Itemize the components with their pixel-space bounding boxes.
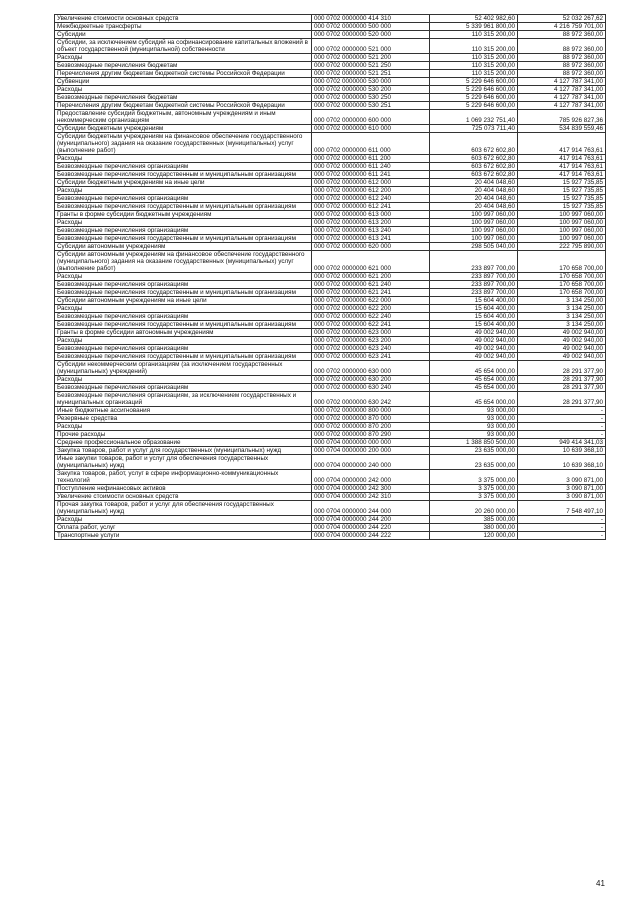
row-code: 000 0702 0000000 414 310	[312, 15, 430, 23]
row-name: Увеличение стоимости основных средств	[55, 15, 312, 23]
row-executed-amount: 49 002 940,00	[518, 353, 606, 361]
row-code: 000 0702 0000000 500 000	[312, 23, 430, 31]
row-code: 000 0702 0000000 613 240	[312, 227, 430, 235]
table-row	[55, 163, 606, 171]
row-approved-amount: 100 997 060,00	[430, 219, 518, 227]
row-approved-amount: 3 375 000,00	[430, 485, 518, 493]
row-approved-amount: 5 229 646 600,00	[430, 78, 518, 86]
row-executed-amount: 88 972 360,00	[518, 70, 606, 78]
row-code: 000 0702 0000000 600 000	[312, 110, 430, 125]
row-name: Безвозмездные перечисления организациям	[55, 384, 312, 392]
table-row	[55, 281, 606, 289]
row-code: 000 0702 0000000 622 000	[312, 297, 430, 305]
table-row	[55, 289, 606, 297]
row-name: Расходы	[55, 337, 312, 345]
row-executed-amount: 4 216 759 701,00	[518, 23, 606, 31]
table-row	[55, 345, 606, 353]
row-approved-amount: 5 229 646 600,00	[430, 86, 518, 94]
table-row	[55, 94, 606, 102]
row-code: 000 0704 0000000 244 000	[312, 501, 430, 516]
row-approved-amount: 15 604 400,00	[430, 313, 518, 321]
row-name: Предоставление субсидий бюджетным, автономным учреждениям и иным некоммерческим организациям	[55, 110, 312, 125]
row-name: Субсидии бюджетным учреждениям на иные цели	[55, 179, 312, 187]
table-row	[55, 423, 606, 431]
row-executed-amount: 3 134 250,00	[518, 313, 606, 321]
row-name: Безвозмездные перечисления государственным и муниципальным организациям	[55, 289, 312, 297]
row-name: Безвозмездные перечисления бюджетам	[55, 94, 312, 102]
table-row	[55, 493, 606, 501]
row-code: 000 0702 0000000 611 200	[312, 155, 430, 163]
table-row	[55, 15, 606, 23]
row-name: Иные бюджетные ассигнования	[55, 407, 312, 415]
row-code: 000 0702 0000000 530 250	[312, 94, 430, 102]
table-row	[55, 133, 606, 155]
row-code: 000 0702 0000000 521 200	[312, 54, 430, 62]
row-name: Безвозмездные перечисления государственным и муниципальным организациям	[55, 235, 312, 243]
table-row	[55, 485, 606, 493]
row-code: 000 0702 0000000 613 200	[312, 219, 430, 227]
row-executed-amount: -	[518, 407, 606, 415]
row-executed-amount: 49 002 940,00	[518, 337, 606, 345]
row-name: Субсидии, за исключением субсидий на софинансирование капитальных вложений в объект государственной (муниципальной) собственности	[55, 39, 312, 54]
row-code: 000 0702 0000000 621 000	[312, 251, 430, 273]
row-name: Межбюджетные трансферты	[55, 23, 312, 31]
row-executed-amount: 3 134 250,00	[518, 321, 606, 329]
row-executed-amount: 3 090 871,00	[518, 485, 606, 493]
row-name: Безвозмездные перечисления организациям	[55, 227, 312, 235]
row-approved-amount: 49 002 940,00	[430, 329, 518, 337]
row-executed-amount: 4 127 787 341,00	[518, 102, 606, 110]
row-name: Поступление нефинансовых активов	[55, 485, 312, 493]
row-code: 000 0702 0000000 870 200	[312, 423, 430, 431]
row-code: 000 0704 0000000 000 000	[312, 439, 430, 447]
table-row	[55, 243, 606, 251]
row-executed-amount: 15 927 735,85	[518, 179, 606, 187]
row-executed-amount: 534 839 559,46	[518, 125, 606, 133]
row-code: 000 0702 0000000 521 251	[312, 70, 430, 78]
row-code: 000 0702 0000000 612 241	[312, 203, 430, 211]
row-name: Прочие расходы	[55, 431, 312, 439]
row-executed-amount: 88 972 360,00	[518, 54, 606, 62]
row-approved-amount: 5 339 961 800,00	[430, 23, 518, 31]
row-approved-amount: 233 897 700,00	[430, 251, 518, 273]
row-code: 000 0704 0000000 242 310	[312, 493, 430, 501]
row-code: 000 0702 0000000 622 200	[312, 305, 430, 313]
row-approved-amount: 93 000,00	[430, 415, 518, 423]
row-name: Субсидии	[55, 31, 312, 39]
row-executed-amount: 15 927 735,85	[518, 203, 606, 211]
row-name: Прочая закупка товаров, работ и услуг для обеспечения государственных (муниципальных) нужд	[55, 501, 312, 516]
row-code: 000 0704 0000000 244 200	[312, 516, 430, 524]
row-code: 000 0702 0000000 630 240	[312, 384, 430, 392]
row-approved-amount: 49 002 940,00	[430, 337, 518, 345]
row-name: Расходы	[55, 155, 312, 163]
row-name: Расходы	[55, 54, 312, 62]
row-approved-amount: 52 402 982,60	[430, 15, 518, 23]
row-approved-amount: 93 000,00	[430, 423, 518, 431]
table-row	[55, 439, 606, 447]
row-code: 000 0704 0000000 200 000	[312, 447, 430, 455]
row-approved-amount: 49 002 940,00	[430, 353, 518, 361]
table-row	[55, 251, 606, 273]
row-approved-amount: 1 388 850 500,00	[430, 439, 518, 447]
row-code: 000 0702 0000000 623 200	[312, 337, 430, 345]
row-executed-amount: 100 997 060,00	[518, 227, 606, 235]
row-name: Безвозмездные перечисления организациям	[55, 163, 312, 171]
table-row	[55, 297, 606, 305]
row-name: Расходы	[55, 516, 312, 524]
row-approved-amount: 45 654 000,00	[430, 392, 518, 407]
table-row	[55, 329, 606, 337]
row-executed-amount: 52 032 267,62	[518, 15, 606, 23]
row-code: 000 0702 0000000 611 240	[312, 163, 430, 171]
row-approved-amount: 120 000,00	[430, 532, 518, 540]
row-approved-amount: 603 672 602,80	[430, 171, 518, 179]
row-name: Субвенции	[55, 78, 312, 86]
table-row	[55, 39, 606, 54]
row-executed-amount: 4 127 787 341,00	[518, 94, 606, 102]
row-code: 000 0702 0000000 613 000	[312, 211, 430, 219]
row-name: Субсидии бюджетным учреждениям	[55, 125, 312, 133]
row-name: Расходы	[55, 219, 312, 227]
row-approved-amount: 20 404 048,60	[430, 203, 518, 211]
row-name: Перечисления другим бюджетам бюджетной системы Российской Федерации	[55, 70, 312, 78]
row-code: 000 0702 0000000 610 000	[312, 125, 430, 133]
row-executed-amount: 49 002 940,00	[518, 345, 606, 353]
row-approved-amount: 725 073 711,40	[430, 125, 518, 133]
row-approved-amount: 15 604 400,00	[430, 297, 518, 305]
table-row	[55, 211, 606, 219]
row-code: 000 0704 0000000 242 000	[312, 470, 430, 485]
row-executed-amount: 28 291 377,90	[518, 376, 606, 384]
row-approved-amount: 15 604 400,00	[430, 321, 518, 329]
table-row	[55, 203, 606, 211]
row-code: 000 0702 0000000 623 241	[312, 353, 430, 361]
row-executed-amount: -	[518, 524, 606, 532]
row-approved-amount: 15 604 400,00	[430, 305, 518, 313]
row-name: Субсидии автономным учреждениям	[55, 243, 312, 251]
row-code: 000 0702 0000000 621 240	[312, 281, 430, 289]
row-code: 000 0702 0000000 622 241	[312, 321, 430, 329]
row-name: Субсидии бюджетным учреждениям на финансовое обеспечение государственного (муниципального) задания на оказание государственных (муниципальных) услуг (выполнение работ)	[55, 133, 312, 155]
row-code: 000 0702 0000000 612 200	[312, 187, 430, 195]
row-approved-amount: 603 672 602,80	[430, 163, 518, 171]
row-executed-amount: -	[518, 415, 606, 423]
row-code: 000 0702 0000000 612 000	[312, 179, 430, 187]
row-approved-amount: 233 897 700,00	[430, 281, 518, 289]
row-approved-amount: 298 505 040,00	[430, 243, 518, 251]
row-code: 000 0702 0000000 623 000	[312, 329, 430, 337]
row-code: 000 0702 0000000 530 251	[312, 102, 430, 110]
row-name: Перечисления другим бюджетам бюджетной системы Российской Федерации	[55, 102, 312, 110]
row-name: Увеличение стоимости основных средств	[55, 493, 312, 501]
row-approved-amount: 110 315 200,00	[430, 70, 518, 78]
row-code: 000 0702 0000000 613 241	[312, 235, 430, 243]
row-executed-amount: 417 914 763,61	[518, 163, 606, 171]
row-name: Гранты в форме субсидии бюджетным учреждениям	[55, 211, 312, 219]
table-row	[55, 62, 606, 70]
row-name: Безвозмездные перечисления бюджетам	[55, 62, 312, 70]
budget-execution-table	[54, 14, 606, 540]
row-approved-amount: 5 229 646 600,00	[430, 102, 518, 110]
row-executed-amount: 88 972 360,00	[518, 62, 606, 70]
table-row	[55, 171, 606, 179]
row-executed-amount: 49 002 940,00	[518, 329, 606, 337]
table-row	[55, 54, 606, 62]
page-number: 41	[596, 879, 605, 888]
row-approved-amount: 100 997 060,00	[430, 211, 518, 219]
row-code: 000 0702 0000000 620 000	[312, 243, 430, 251]
table-row	[55, 353, 606, 361]
row-executed-amount: 7 548 497,10	[518, 501, 606, 516]
row-executed-amount: 170 658 700,00	[518, 289, 606, 297]
row-executed-amount: 100 997 060,00	[518, 211, 606, 219]
row-approved-amount: 20 404 048,60	[430, 187, 518, 195]
table-row	[55, 102, 606, 110]
table-body	[55, 15, 606, 540]
row-executed-amount: -	[518, 431, 606, 439]
row-code: 000 0702 0000000 630 242	[312, 392, 430, 407]
row-approved-amount: 49 002 940,00	[430, 345, 518, 353]
row-executed-amount: 88 972 360,00	[518, 39, 606, 54]
row-executed-amount: -	[518, 516, 606, 524]
row-executed-amount: 100 997 060,00	[518, 219, 606, 227]
row-approved-amount: 385 000,00	[430, 516, 518, 524]
row-code: 000 0704 0000000 244 222	[312, 532, 430, 540]
row-code: 000 0702 0000000 521 250	[312, 62, 430, 70]
table-row	[55, 447, 606, 455]
row-approved-amount: 100 997 060,00	[430, 227, 518, 235]
table-row	[55, 337, 606, 345]
row-name: Безвозмездные перечисления организациям	[55, 313, 312, 321]
row-executed-amount: 10 639 368,10	[518, 447, 606, 455]
row-name: Гранты в форме субсидии автономным учреждениям	[55, 329, 312, 337]
row-executed-amount: 10 639 368,10	[518, 455, 606, 470]
row-name: Резервные средства	[55, 415, 312, 423]
row-code: 000 0702 0000000 611 241	[312, 171, 430, 179]
row-executed-amount: 3 090 871,00	[518, 470, 606, 485]
row-code: 000 0702 0000000 530 000	[312, 78, 430, 86]
row-approved-amount: 45 654 000,00	[430, 361, 518, 376]
row-code: 000 0704 0000000 242 300	[312, 485, 430, 493]
row-approved-amount: 1 069 232 751,40	[430, 110, 518, 125]
row-approved-amount: 110 315 200,00	[430, 54, 518, 62]
row-code: 000 0702 0000000 621 200	[312, 273, 430, 281]
table-row	[55, 23, 606, 31]
row-approved-amount: 45 654 000,00	[430, 376, 518, 384]
table-row	[55, 524, 606, 532]
table-row	[55, 78, 606, 86]
row-code: 000 0702 0000000 630 200	[312, 376, 430, 384]
row-name: Безвозмездные перечисления государственным и муниципальным организациям	[55, 353, 312, 361]
row-approved-amount: 233 897 700,00	[430, 289, 518, 297]
row-name: Расходы	[55, 273, 312, 281]
table-row	[55, 305, 606, 313]
row-code: 000 0702 0000000 623 240	[312, 345, 430, 353]
row-approved-amount: 93 000,00	[430, 407, 518, 415]
row-code: 000 0702 0000000 622 240	[312, 313, 430, 321]
row-executed-amount: 15 927 735,85	[518, 187, 606, 195]
table-row	[55, 516, 606, 524]
row-executed-amount: 15 927 735,85	[518, 195, 606, 203]
row-executed-amount: 4 127 787 341,00	[518, 78, 606, 86]
row-code: 000 0702 0000000 870 290	[312, 431, 430, 439]
row-code: 000 0702 0000000 612 240	[312, 195, 430, 203]
row-name: Среднее профессиональное образование	[55, 439, 312, 447]
row-executed-amount: -	[518, 423, 606, 431]
row-name: Расходы	[55, 305, 312, 313]
row-approved-amount: 110 315 200,00	[430, 62, 518, 70]
row-name: Субсидии автономным учреждениям на иные цели	[55, 297, 312, 305]
table-row	[55, 110, 606, 125]
row-name: Безвозмездные перечисления организациям	[55, 345, 312, 353]
table-row	[55, 376, 606, 384]
row-executed-amount: 170 658 700,00	[518, 281, 606, 289]
row-executed-amount: 785 926 827,36	[518, 110, 606, 125]
table-row	[55, 384, 606, 392]
row-executed-amount: 88 972 360,00	[518, 31, 606, 39]
row-approved-amount: 110 315 200,00	[430, 31, 518, 39]
row-code: 000 0702 0000000 611 000	[312, 133, 430, 155]
row-code: 000 0702 0000000 530 200	[312, 86, 430, 94]
table-row	[55, 321, 606, 329]
row-executed-amount: 3 134 250,00	[518, 305, 606, 313]
row-executed-amount: 417 914 763,61	[518, 133, 606, 155]
table-row	[55, 501, 606, 516]
row-name: Оплата работ, услуг	[55, 524, 312, 532]
row-executed-amount: 28 291 377,90	[518, 392, 606, 407]
table-row	[55, 470, 606, 485]
row-approved-amount: 233 897 700,00	[430, 273, 518, 281]
row-code: 000 0702 0000000 621 241	[312, 289, 430, 297]
row-name: Субсидии автономным учреждениям на финансовое обеспечение государственного (муниципального) задания на оказание государственных (муниципальных) услуг (выполнение работ)	[55, 251, 312, 273]
row-executed-amount: 170 658 700,00	[518, 273, 606, 281]
row-code: 000 0702 0000000 630 000	[312, 361, 430, 376]
table-row	[55, 179, 606, 187]
row-name: Безвозмездные перечисления государственным и муниципальным организациям	[55, 203, 312, 211]
row-executed-amount: 949 414 341,03	[518, 439, 606, 447]
row-approved-amount: 45 654 000,00	[430, 384, 518, 392]
table-row	[55, 455, 606, 470]
row-approved-amount: 20 260 000,00	[430, 501, 518, 516]
table-row	[55, 392, 606, 407]
row-name: Безвозмездные перечисления организациям, за исключением государственных и муниципальных организаций	[55, 392, 312, 407]
table-row	[55, 125, 606, 133]
row-name: Субсидии некоммерческим организациям (за исключением государственных (муниципальных) учреждений)	[55, 361, 312, 376]
row-approved-amount: 93 000,00	[430, 431, 518, 439]
row-executed-amount: 170 658 700,00	[518, 251, 606, 273]
row-name: Закупка товаров, работ, услуг в сфере информационно-коммуникационных технологий	[55, 470, 312, 485]
table-row	[55, 361, 606, 376]
table-row	[55, 227, 606, 235]
table-row	[55, 273, 606, 281]
table-row	[55, 219, 606, 227]
row-executed-amount: 28 291 377,90	[518, 384, 606, 392]
row-name: Расходы	[55, 376, 312, 384]
row-approved-amount: 110 315 200,00	[430, 39, 518, 54]
table-row	[55, 31, 606, 39]
row-name: Расходы	[55, 86, 312, 94]
row-name: Безвозмездные перечисления организациям	[55, 281, 312, 289]
row-approved-amount: 3 375 000,00	[430, 493, 518, 501]
row-executed-amount: 100 997 060,00	[518, 235, 606, 243]
row-code: 000 0702 0000000 521 000	[312, 39, 430, 54]
table-row	[55, 70, 606, 78]
row-approved-amount: 23 635 000,00	[430, 447, 518, 455]
row-executed-amount: 3 134 250,00	[518, 297, 606, 305]
row-approved-amount: 603 672 602,80	[430, 133, 518, 155]
row-name: Расходы	[55, 423, 312, 431]
row-approved-amount: 20 404 048,60	[430, 195, 518, 203]
table-row	[55, 235, 606, 243]
row-code: 000 0704 0000000 244 220	[312, 524, 430, 532]
row-name: Транспортные услуги	[55, 532, 312, 540]
table-row	[55, 532, 606, 540]
row-approved-amount: 20 404 048,60	[430, 179, 518, 187]
row-approved-amount: 23 635 000,00	[430, 455, 518, 470]
table-row	[55, 195, 606, 203]
table-row	[55, 415, 606, 423]
table-row	[55, 407, 606, 415]
row-executed-amount: 417 914 763,61	[518, 171, 606, 179]
row-name: Безвозмездные перечисления государственным и муниципальным организациям	[55, 321, 312, 329]
row-approved-amount: 380 000,00	[430, 524, 518, 532]
row-executed-amount: 222 795 890,00	[518, 243, 606, 251]
row-approved-amount: 100 997 060,00	[430, 235, 518, 243]
row-name: Безвозмездные перечисления организациям	[55, 195, 312, 203]
table-row	[55, 431, 606, 439]
row-code: 000 0702 0000000 870 000	[312, 415, 430, 423]
row-code: 000 0702 0000000 520 000	[312, 31, 430, 39]
row-name: Закупка товаров, работ и услуг для государственных (муниципальных) нужд	[55, 447, 312, 455]
row-executed-amount: 28 291 377,90	[518, 361, 606, 376]
row-executed-amount: 4 127 787 341,00	[518, 86, 606, 94]
row-executed-amount: 3 090 871,00	[518, 493, 606, 501]
row-name: Расходы	[55, 187, 312, 195]
row-executed-amount: 417 914 763,61	[518, 155, 606, 163]
table-row	[55, 155, 606, 163]
table-row	[55, 86, 606, 94]
row-executed-amount: -	[518, 532, 606, 540]
table-row	[55, 187, 606, 195]
row-name: Иные закупки товаров, работ и услуг для обеспечения государственных (муниципальных) нужд	[55, 455, 312, 470]
row-approved-amount: 603 672 602,80	[430, 155, 518, 163]
table-row	[55, 313, 606, 321]
row-approved-amount: 5 229 646 600,00	[430, 94, 518, 102]
row-code: 000 0702 0000000 800 000	[312, 407, 430, 415]
row-name: Безвозмездные перечисления государственным и муниципальным организациям	[55, 171, 312, 179]
row-code: 000 0704 0000000 240 000	[312, 455, 430, 470]
row-approved-amount: 3 375 000,00	[430, 470, 518, 485]
